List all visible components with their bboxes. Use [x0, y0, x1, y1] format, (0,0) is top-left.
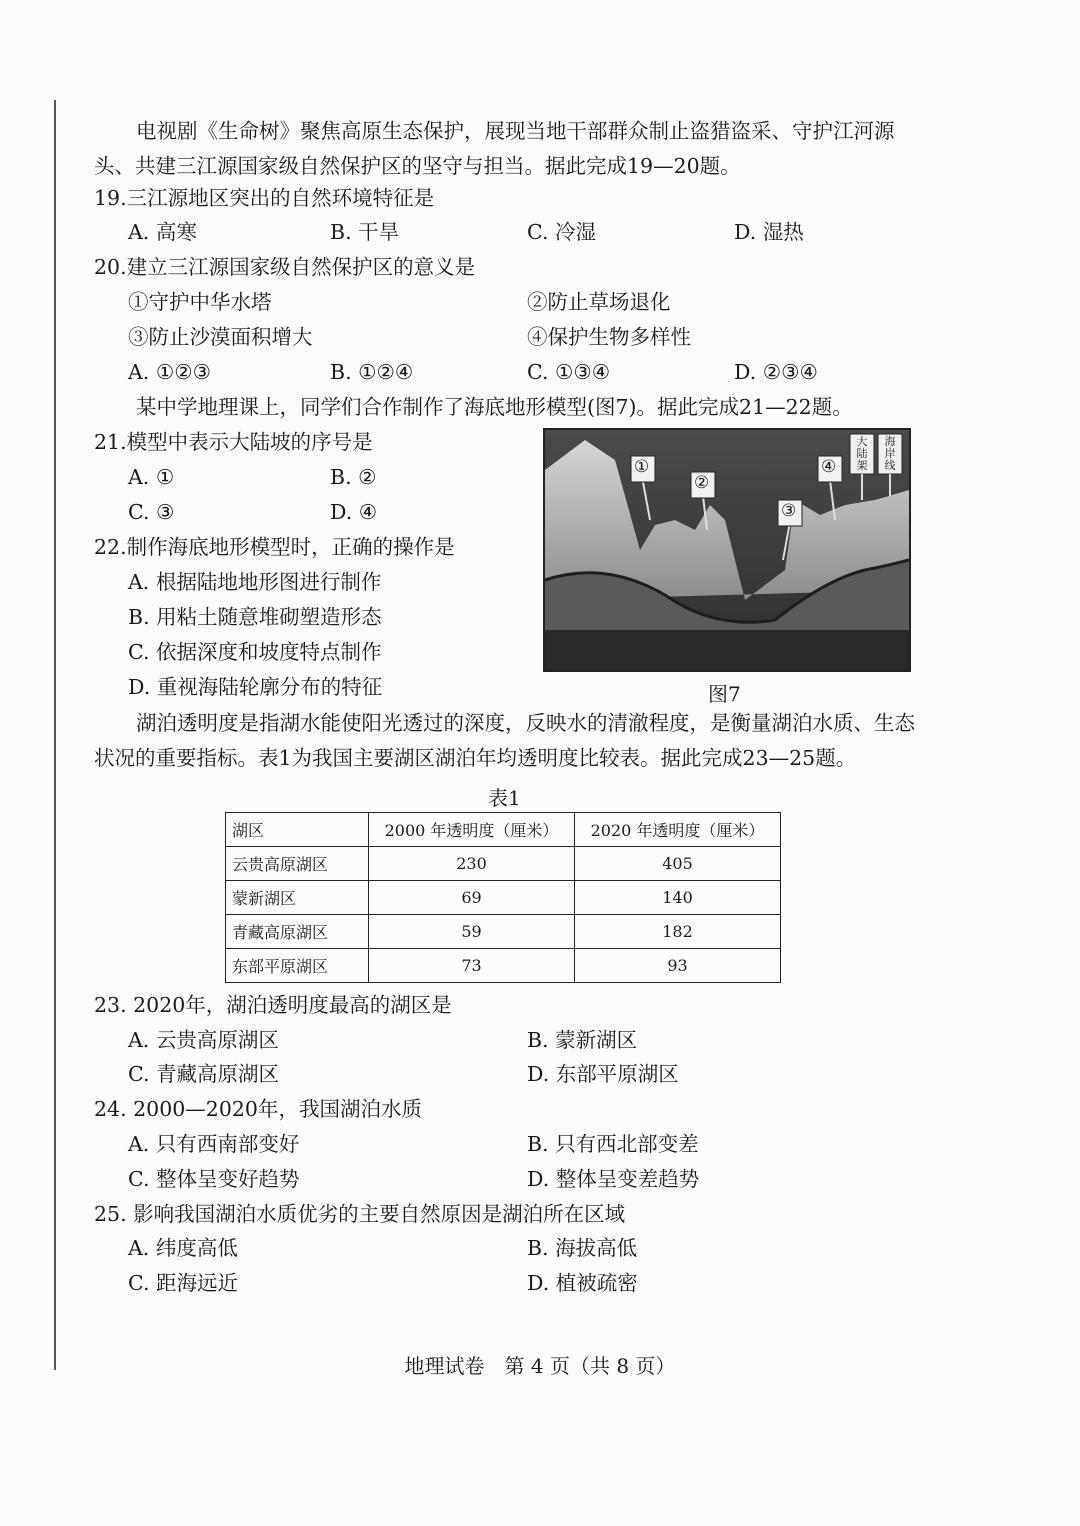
table-header-region: 湖区: [226, 813, 369, 847]
table-row: [226, 915, 781, 949]
q23-option-d: D. 东部平原湖区: [527, 1062, 679, 1086]
question-19-stem: 19.三江源地区突出的自然环境特征是: [94, 186, 435, 210]
q20-item-1: ①守护中华水塔: [128, 290, 272, 314]
table-cell-region: 蒙新湖区: [226, 881, 369, 915]
q22-option-a: A. 根据陆地地形图进行制作: [128, 570, 382, 594]
table-cell-2000: 59: [369, 915, 575, 949]
marker-2: ②: [694, 473, 710, 493]
q22-option-b: B. 用粘土随意堆砌塑造形态: [128, 605, 382, 629]
q20-option-c: C. ①③④: [527, 360, 611, 384]
table-cell-2020: 93: [575, 949, 781, 983]
table-cell-region: 云贵高原湖区: [226, 847, 369, 881]
table-cell-2020: 405: [575, 847, 781, 881]
q25-option-d: D. 植被疏密: [527, 1271, 638, 1295]
q25-option-a: A. 纬度高低: [128, 1236, 238, 1260]
question-22-stem: 22.制作海底地形模型时，正确的操作是: [94, 535, 455, 559]
table-row: [226, 949, 781, 983]
question-25-stem: 25. 影响我国湖泊水质优劣的主要自然原因是湖泊所在区域: [94, 1202, 626, 1226]
table-cell-2020: 140: [575, 881, 781, 915]
marker-4: ④: [821, 457, 837, 477]
q19-option-b: B. 干旱: [330, 220, 400, 244]
table-cell-region: 东部平原湖区: [226, 949, 369, 983]
q24-option-a: A. 只有西南部变好: [128, 1132, 300, 1156]
intro-paragraph-2: 某中学地理课上，同学们合作制作了海底地形模型(图7)。据此完成21—22题。: [136, 395, 853, 419]
table-cell-2000: 69: [369, 881, 575, 915]
table-header-row: [226, 813, 781, 847]
q21-option-c: C. ③: [128, 500, 175, 524]
q19-option-d: D. 湿热: [734, 220, 804, 244]
q19-option-a: A. 高寒: [128, 220, 197, 244]
question-20-stem: 20.建立三江源国家级自然保护区的意义是: [94, 255, 476, 279]
table-header-2000: 2000 年透明度（厘米）: [369, 813, 575, 847]
question-24-stem: 24. 2000—2020年，我国湖泊水质: [94, 1097, 422, 1121]
q25-option-b: B. 海拔高低: [527, 1236, 638, 1260]
coastline-sign: 海岸线: [884, 435, 896, 472]
q24-option-c: C. 整体呈变好趋势: [128, 1167, 300, 1191]
table-header-2020: 2020 年透明度（厘米）: [575, 813, 781, 847]
q20-option-d: D. ②③④: [734, 360, 818, 384]
lake-transparency-table: [225, 812, 781, 983]
figure-7-caption: 图7: [708, 682, 741, 706]
q20-option-b: B. ①②④: [330, 360, 414, 384]
q24-option-d: D. 整体呈变差趋势: [527, 1167, 700, 1191]
q19-option-c: C. 冷湿: [527, 220, 596, 244]
q23-option-b: B. 蒙新湖区: [527, 1028, 638, 1052]
table-cell-region: 青藏高原湖区: [226, 915, 369, 949]
q22-option-d: D. 重视海陆轮廓分布的特征: [128, 675, 383, 699]
q20-item-4: ④保护生物多样性: [527, 325, 691, 349]
q20-item-2: ②防止草场退化: [527, 290, 671, 314]
seafloor-model-photo: [543, 428, 911, 672]
question-21-stem: 21.模型中表示大陆坡的序号是: [94, 430, 373, 454]
question-23-stem: 23. 2020年，湖泊透明度最高的湖区是: [94, 993, 452, 1017]
q23-option-c: C. 青藏高原湖区: [128, 1062, 279, 1086]
intro-paragraph-1: 电视剧《生命树》聚焦高原生态保护，展现当地干部群众制止盗猎盗采、守护江河源头、共建三江源国家级自然保护区的坚守与担当。据此完成19—20题。: [94, 119, 895, 178]
table-1-title: 表1: [488, 786, 521, 810]
marker-3: ③: [781, 501, 797, 521]
table-row: [226, 847, 781, 881]
binding-margin-line: [54, 100, 56, 1370]
q20-option-a: A. ①②③: [128, 360, 211, 384]
page-footer: 地理试卷 第 4 页（共 8 页）: [404, 1354, 676, 1378]
q21-option-a: A. ①: [128, 465, 175, 489]
marker-1: ①: [634, 457, 650, 477]
continental-shelf-sign: 大陆架: [856, 435, 868, 472]
q25-option-c: C. 距海远近: [128, 1271, 238, 1295]
q21-option-d: D. ④: [330, 500, 378, 524]
q20-item-3: ③防止沙漠面积增大: [128, 325, 313, 349]
q24-option-b: B. 只有西北部变差: [527, 1132, 699, 1156]
q22-option-c: C. 依据深度和坡度特点制作: [128, 640, 382, 664]
table-cell-2000: 230: [369, 847, 575, 881]
q21-option-b: B. ②: [330, 465, 377, 489]
q23-option-a: A. 云贵高原湖区: [128, 1028, 279, 1052]
table-cell-2020: 182: [575, 915, 781, 949]
table-row: [226, 881, 781, 915]
table-cell-2000: 73: [369, 949, 575, 983]
intro-paragraph-3: 湖泊透明度是指湖水能使阳光透过的深度，反映水的清澈程度，是衡量湖泊水质、生态状况的重要指标。表1为我国主要湖区湖泊年均透明度比较表。据此完成23—25题。: [94, 711, 915, 770]
